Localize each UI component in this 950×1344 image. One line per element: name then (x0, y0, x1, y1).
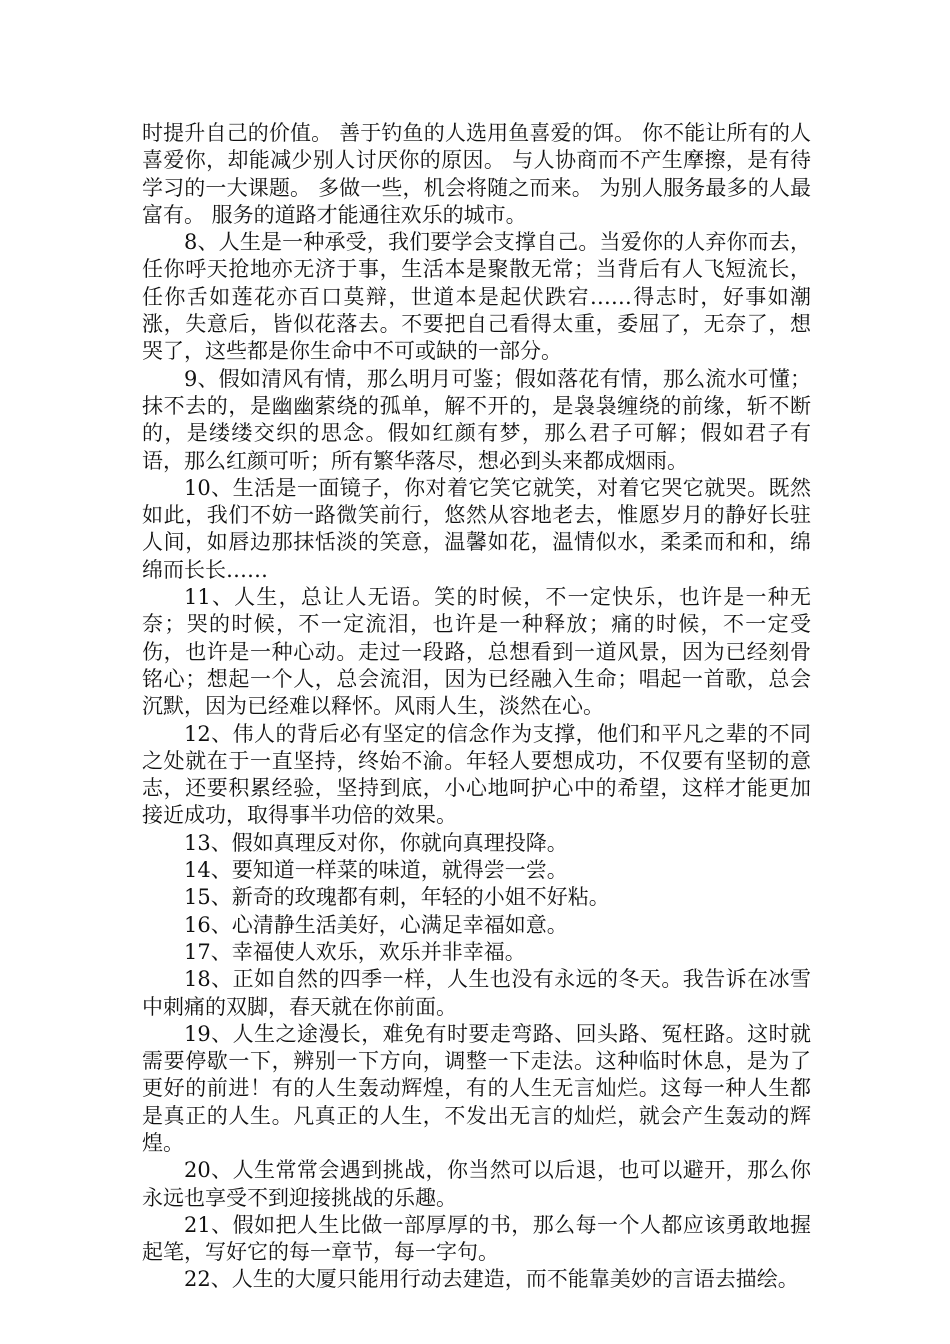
paragraph-18: 18、正如自然的四季一样，人生也没有永远的冬天。我告诉在冰雪中刺痛的双脚，春天就在你前面。 (142, 967, 811, 1019)
document-body (142, 120, 811, 1294)
paragraph-12: 12、伟人的背后必有坚定的信念作为支撑，他们和平凡之辈的不同之处就在于一直坚持，终始不渝。年轻人要想成功，不仅要有坚韧的意志，还要积累经验，坚持到底，小心地呵护心中的希望，这样才能更加接近成功，取得事半功倍的效果。 (142, 721, 811, 828)
paragraph-10: 10、生活是一面镜子，你对着它笑它就笑，对着它哭它就哭。既然如此，我们不妨一路微笑前行，悠然从容地老去，惟愿岁月的静好长驻人间，如唇边那抹恬淡的笑意，温馨如花，温情似水，柔柔而和和，绵绵而长长…… (142, 475, 811, 582)
paragraph-11: 11、人生，总让人无语。笑的时候，不一定快乐，也许是一种无奈；哭的时候，不一定流泪，也许是一种释放；痛的时候，不一定受伤，也许是一种心动。走过一段路，总想看到一道风景，因为已经刻骨铭心；想起一个人，总会流泪，因为已经融入生命；唱起一首歌，总会沉默，因为已经难以释怀。风雨人生，淡然在心。 (142, 585, 811, 719)
paragraph-21: 21、假如把人生比做一部厚厚的书，那么每一个人都应该勇敢地握起笔，写好它的每一章节，每一字句。 (142, 1212, 811, 1265)
paragraph-16: 16、心清静生活美好，心满足幸福如意。 (184, 912, 568, 937)
paragraph-20: 20、人生常常会遇到挑战，你当然可以后退，也可以避开，那么你永远也享受不到迎接挑战的乐趣。 (142, 1158, 811, 1210)
paragraph-17: 17、幸福使人欢乐，欢乐并非幸福。 (184, 939, 526, 964)
paragraph-14: 14、要知道一样菜的味道，就得尝一尝。 (184, 858, 568, 883)
paragraph-22: 22、人生的大厦只能用行动去建造，而不能靠美妙的言语去描绘。 (184, 1267, 799, 1292)
paragraph-13: 13、假如真理反对你，你就向真理投降。 (184, 830, 568, 855)
paragraph-8: 8、人生是一种承受，我们要学会支撑自己。当爱你的人弃你而去，任你呼天抢地亦无济于事，生活本是聚散无常；当背后有人飞短流长，任你舌如莲花亦百口莫辩，世道本是起伏跌宕……得志时，好事如潮涨，失意后，皆似花落去。不要把自己看得太重，委屈了，无奈了，想哭了，这些都是你生命中不可或缺的一部分。 (142, 230, 811, 364)
paragraph-continued: 时提升自己的价值。 善于钓鱼的人选用鱼喜爱的饵。 你不能让所有的人喜爱你，却能减少别人讨厌你的原因。 与人协商而不产生摩擦，是有待学习的一大课题。 多做一些，机会将随之而来。 为别人服务最多的人最富有。 服务的道路才能通往欢乐的城市。 (142, 121, 811, 227)
paragraph-19: 19、人生之途漫长，难免有时要走弯路、回头路、冤枉路。这时就需要停歇一下，辨别一下方向，调整一下走法。这种临时休息，是为了更好的前进！有的人生轰动辉煌，有的人生无言灿烂。这每一种人生都是真正的人生。凡真正的人生，不发出无言的灿烂，就会产生轰动的辉煌。 (142, 1021, 811, 1155)
paragraph-9: 9、假如清风有情，那么明月可鉴；假如落花有情，那么流水可懂；抹不去的，是幽幽萦绕的孤单，解不开的，是袅袅缠绕的前缘，斩不断的，是缕缕交织的思念。假如红颜有梦，那么君子可解；假如君子有语，那么红颜可听；所有繁华落尽，想必到头来都成烟雨。 (142, 366, 811, 473)
paragraph-15: 15、新奇的玫瑰都有刺，年轻的小姐不好粘。 (184, 885, 610, 910)
